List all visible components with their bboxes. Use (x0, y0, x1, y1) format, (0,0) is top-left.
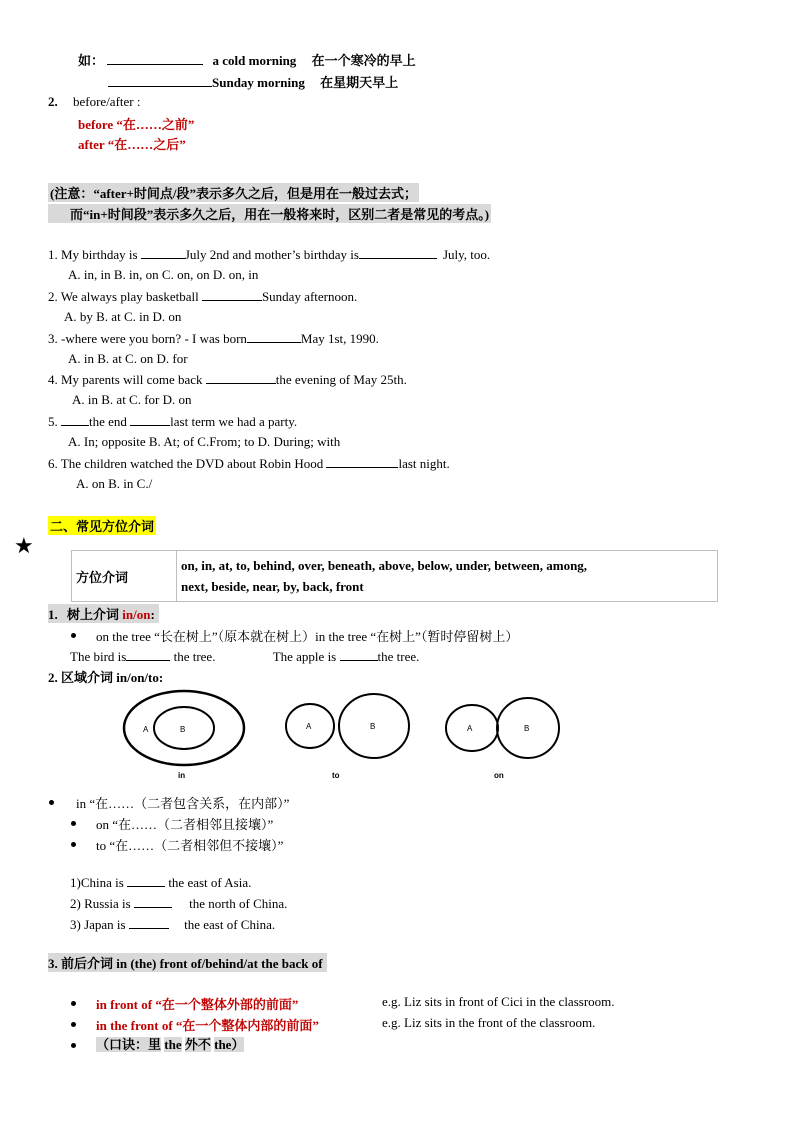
example-text: 2) Russia is (70, 896, 134, 911)
bullet-icon (71, 1043, 76, 1048)
example-line-1 (78, 50, 416, 69)
section-number: 1. (48, 607, 58, 622)
question-1 (48, 246, 490, 263)
example-text: The bird is (70, 649, 127, 664)
mnemonic-part: （口诀：里 (96, 1037, 162, 1052)
question-5 (48, 413, 297, 430)
question-2 (48, 288, 357, 305)
after-def: after “在……之后” (78, 137, 186, 152)
front-heading: 3. 前后介词 in (the) front of/behind/at the back of (48, 953, 327, 972)
question-text: 4. My parents will come back (48, 372, 206, 387)
example-text: the east of Asia. (165, 875, 252, 890)
preposition-table (71, 550, 718, 602)
question-text: 2. We always play basketball (48, 289, 202, 304)
example-line-2 (108, 72, 398, 91)
section-two-title: 二、常见方位介词 (48, 516, 156, 535)
question-3 (48, 330, 379, 347)
front-bullet-1: in front of “在一个整体外部的前面” (96, 997, 299, 1012)
question-text: 6. The children watched the DVD about Robin Hood (48, 456, 327, 471)
question-text: July, too. (442, 247, 491, 262)
question-text: last term we had a party. (170, 414, 298, 429)
area-heading: 2. 区域介词 in/on/to: (48, 670, 164, 685)
example-text: a cold morning (212, 53, 297, 68)
area-example-1 (70, 874, 251, 891)
bullet-icon (71, 821, 76, 826)
mnemonic-part: the (164, 1037, 182, 1052)
area-example-2 (70, 895, 287, 912)
answer-blank[interactable] (247, 330, 301, 343)
mnemonic-part: the） (214, 1037, 245, 1052)
example-text: the tree. (173, 649, 216, 664)
area-diagram (110, 688, 570, 780)
bullet-icon (71, 1001, 76, 1006)
front-bullet-2: in the front of “在一个整体内部的前面” (96, 1018, 319, 1033)
question-text: 1. My birthday is (48, 247, 141, 262)
bullet-icon (71, 1022, 76, 1027)
question-text: the evening of May 25th. (275, 372, 407, 387)
front-mnemonic (96, 1034, 244, 1053)
example-text: the north of China. (189, 896, 288, 911)
question-text: Sunday afternoon. (261, 289, 358, 304)
question-6 (48, 455, 450, 472)
question-text: the end (89, 414, 131, 429)
blank (108, 74, 212, 87)
question-text: May 1st, 1990. (300, 331, 379, 346)
example-label: 如： (78, 53, 105, 68)
table-content (177, 551, 718, 602)
answer-blank[interactable] (340, 648, 378, 661)
front-example-2: e.g. Liz sits in the front of the classroom. (382, 1015, 596, 1030)
answer-blank[interactable] (127, 874, 165, 887)
example-text: The apple is (272, 649, 340, 664)
area-bullet-on: on “在……（二者相邻且接壤）” (96, 817, 274, 832)
question-6-options: A. on B. in C./ (76, 476, 153, 491)
tree-bullet: on the tree “长在树上”（原本就在树上）in the tree “在树上”（暂时停留树上） (96, 629, 519, 644)
section-title: before/after : (73, 94, 141, 109)
example-text: the tree. (377, 649, 420, 664)
label-a: A (143, 725, 149, 734)
note-line-2: 而“in+时间段”表示多久之后，用在一般将来时，区别二者是常见的考点。) (48, 204, 491, 223)
heading-en: in/on (122, 607, 151, 622)
bullet-icon (71, 842, 76, 847)
blank (107, 52, 203, 65)
caption-in: in (178, 771, 186, 780)
question-text: July 2nd and mother’s birthday is (184, 247, 359, 262)
label-b: B (524, 724, 530, 733)
mnemonic-part: 外不 (184, 1037, 211, 1052)
answer-blank[interactable] (134, 895, 172, 908)
question-4 (48, 371, 407, 388)
answer-blank[interactable] (326, 455, 398, 468)
answer-blank[interactable] (126, 648, 170, 661)
example-cn: 在一个寒冷的早上 (311, 53, 416, 68)
example-text: Sunday morning (212, 75, 305, 90)
caption-to: to (332, 771, 340, 780)
answer-blank[interactable] (130, 413, 170, 426)
question-2-options: A. by B. at C. in D. on (64, 309, 182, 324)
example-text: 3) Japan is (70, 917, 129, 932)
heading-cn: 树上介词 (67, 607, 120, 622)
section-before-after-heading (48, 94, 140, 110)
question-1-options: A. in, in B. in, on C. on, on D. on, in (68, 267, 259, 282)
bullet-icon (71, 633, 76, 638)
label-b: B (180, 725, 186, 734)
example-text: the east of China. (184, 917, 276, 932)
heading-colon: : (150, 607, 155, 622)
area-example-3 (70, 916, 275, 933)
answer-blank[interactable] (202, 288, 262, 301)
star-icon: ★ (14, 533, 34, 558)
question-3-options: A. in B. at C. on D. for (68, 351, 188, 366)
answer-blank[interactable] (129, 916, 169, 929)
table-label: 方位介词 (72, 551, 177, 602)
note-line-1: (注意：“after+时间点/段”表示多久之后，但是用在一般过去式； (48, 183, 419, 202)
tree-examples (70, 648, 419, 665)
question-text: 5. (48, 414, 61, 429)
label-a: A (467, 724, 473, 733)
label-b: B (370, 722, 376, 731)
area-bullet-to: to “在……（二者相邻但不接壤）” (96, 838, 284, 853)
before-def: before “在……之前” (78, 117, 195, 132)
table-line: next, beside, near, by, back, front (181, 579, 364, 594)
question-text: last night. (398, 456, 450, 471)
question-4-options: A. in B. at C. for D. on (72, 392, 192, 407)
example-text: 1)China is (70, 875, 128, 890)
answer-blank[interactable] (206, 371, 276, 384)
example-cn: 在星期天早上 (320, 75, 399, 90)
answer-blank[interactable] (61, 413, 89, 426)
caption-on: on (494, 771, 504, 780)
answer-blank[interactable] (359, 246, 437, 259)
question-text: 3. -where were you born? - I was born (48, 331, 247, 346)
question-5-options: A. In; opposite B. At; of C.From; to D. During; with (68, 434, 341, 449)
label-a: A (306, 722, 312, 731)
tree-heading (48, 604, 159, 623)
area-bullet-in: in “在……（二者包含关系，在内部）” (76, 796, 290, 811)
bullet-icon (49, 800, 54, 805)
answer-blank[interactable] (141, 246, 185, 259)
section-number: 2. (48, 94, 58, 109)
front-example-1: e.g. Liz sits in front of Cici in the classroom. (382, 994, 615, 1009)
table-line: on, in, at, to, behind, over, beneath, above, below, under, between, among, (181, 558, 588, 573)
